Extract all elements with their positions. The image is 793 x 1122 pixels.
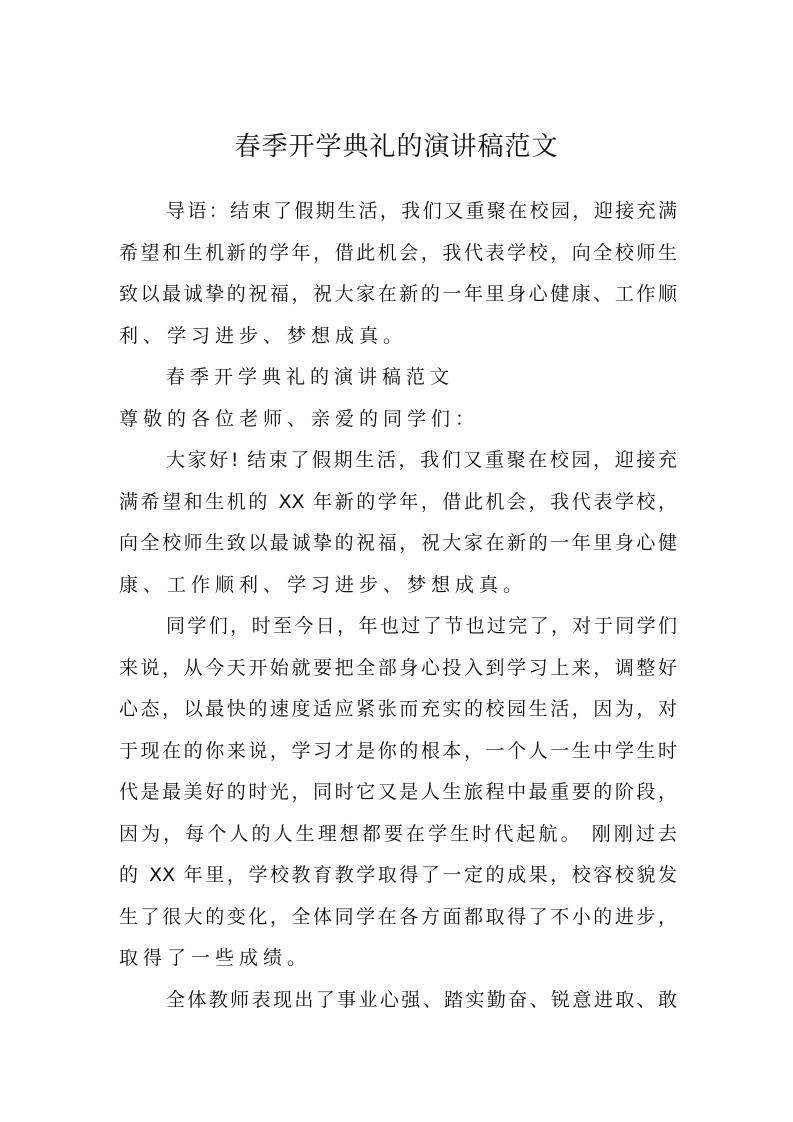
text-line: 满希望和生机的 XX 年新的学年，借此机会，我代表学校， (119, 490, 677, 513)
text-line: 来说，从今天开始就要把全部身心投入到学习上来，调整好 (119, 656, 677, 679)
text-line: 代是最美好的时光，同时它又是人生旅程中最重要的阶段， (119, 781, 677, 803)
text-line: 大家好! 结束了假期生活，我们又重聚在校园，迎接充 (166, 449, 677, 471)
text-line: 的 XX 年里，学校教育教学取得了一定的成果，校容校貌发 (119, 864, 677, 886)
text-line: 生了很大的变化，全体同学在各方面都取得了不小的进步， (119, 905, 677, 928)
text-line: 心态，以最快的速度适应紧张而充实的校园生活，因为，对 (119, 698, 677, 720)
text-line: 希望和生机新的学年，借此机会，我代表学校，向全校师生 (119, 241, 677, 264)
document-body (119, 191, 677, 1021)
text-line: 全体教师表现出了事业心强、踏实勤奋、锐意进取、敢 (166, 988, 677, 1011)
text-line: 致以最诚挚的祝福，祝大家在新的一年里身心健康、工作顺 (119, 283, 677, 305)
text-line: 利、学习进步、梦想成真。 (119, 324, 408, 347)
text-line: 尊敬的各位老师、亲爱的同学们： (119, 407, 480, 430)
text-line: 同学们，时至今日，年也过了节也过完了，对于同学们 (166, 615, 677, 637)
text-line: 向全校师生致以最诚挚的祝福，祝大家在新的一年里身心健 (119, 532, 677, 554)
text-line: 导语：结束了假期生活，我们又重聚在校园，迎接充满 (166, 200, 677, 222)
text-line: 取得了一些成绩。 (119, 947, 312, 969)
text-line: 康、工作顺利、学习进步、梦想成真。 (119, 573, 528, 596)
text-line: 春季开学典礼的演讲稿范文 (166, 366, 455, 388)
document-title: 春季开学典礼的演讲稿范文 (234, 132, 559, 162)
text-line: 于现在的你来说，学习才是你的根本，一个人一生中学生时 (119, 739, 677, 762)
text-line: 因为，每个人的人生理想都要在学生时代起航。 刚刚过去 (119, 822, 677, 845)
